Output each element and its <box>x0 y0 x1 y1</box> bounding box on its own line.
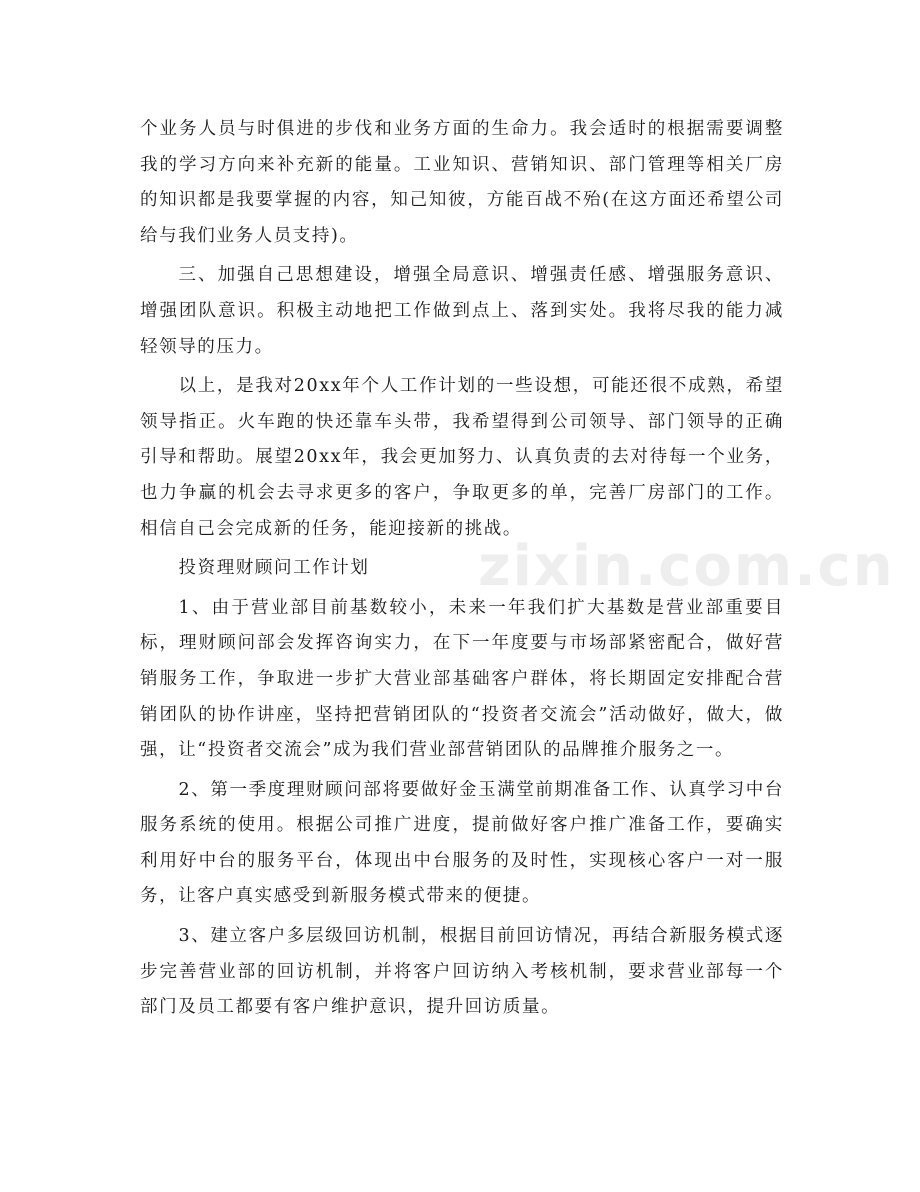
paragraph-section-three: 三、加强自己思想建设，增强全局意识、增强责任感、增强服务意识、增强团队意识。积极主动地把工作做到点上、落到实处。我将尽我的能力减轻领导的压力。 <box>140 265 784 357</box>
paragraph-item-one: 1、由于营业部目前基数较小，未来一年我们扩大基数是营业部重要目标，理财顾问部会发挥咨询实力，在下一年度要与市场部紧密配合，做好营销服务工作，争取进一步扩大营业部基础客户群体，将长期固定安排配合营销团队的协作讲座，坚持把营销团队的“投资者交流会”活动做好，做大，做强，让“投资者交流会”成为我们营业部营销团队的品牌推介服务之一。 <box>140 597 784 761</box>
paragraph-item-three: 3、建立客户多层级回访机制，根据目前回访情况，再结合新服务模式逐步完善营业部的回访机制，并将客户回访纳入考核机制，要求营业部每一个部门及员工都要有客户维护意识，提升回访质量。 <box>140 926 784 1018</box>
document-body <box>140 112 784 1030</box>
watermark: zixin.com.cn <box>478 534 895 599</box>
paragraph-summary: 以上，是我对20xx年个人工作计划的一些设想，可能还很不成熟，希望领导指正。火车跑的快还靠车头带，我希望得到公司领导、部门领导的正确引导和帮助。展望20xx年，我会更加努力、认真负责的去对待每一个业务，也力争赢的机会去寻求更多的客户，争取更多的单，完善厂房部门的工作。相信自己会完成新的任务，能迎接新的挑战。 <box>140 376 784 539</box>
paragraph-continuation: 个业务人员与时俱进的步伐和业务方面的生命力。我会适时的根据需要调整我的学习方向来补充新的能量。工业知识、营销知识、部门管理等相关厂房的知识都是我要掌握的内容，知己知彼，方能百战不殆(在这方面还希望公司给与我们业务人员支持)。 <box>140 119 784 246</box>
paragraph-item-two: 2、第一季度理财顾问部将要做好金玉满堂前期准备工作、认真学习中台服务系统的使用。根据公司推广进度，提前做好客户推广准备工作，要确实利用好中台的服务平台，体现出中台服务的及时性，实现核心客户一对一服务，让客户真实感受到新服务模式带来的便捷。 <box>140 779 784 907</box>
section-heading: 投资理财顾问工作计划 <box>178 558 370 579</box>
